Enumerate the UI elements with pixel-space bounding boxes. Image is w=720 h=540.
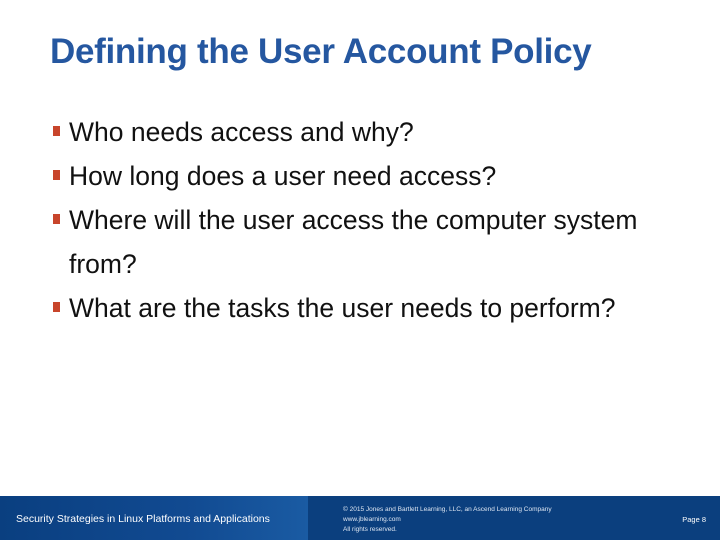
course-title: Security Strategies in Linux Platforms and Applications (16, 513, 270, 525)
bullet-item (50, 286, 690, 330)
bullet-text: Where will the user access the computer system from? (69, 205, 638, 279)
copyright-line: © 2015 Jones and Bartlett Learning, LLC, an Ascend Learning Company (343, 506, 552, 513)
bullet-item (50, 154, 690, 198)
bullet-text: What are the tasks the user needs to perform? (69, 293, 616, 323)
publisher-url: www.jblearning.com (343, 516, 401, 523)
footer-course-panel (0, 496, 308, 540)
bullet-text: How long does a user need access? (69, 161, 497, 191)
rights-line: All rights reserved. (343, 526, 397, 533)
copyright-notice (343, 505, 552, 535)
square-bullet-icon (52, 168, 63, 182)
square-bullet-icon (52, 212, 63, 226)
page-number: Page 8 (682, 515, 706, 524)
bullet-text: Who needs access and why? (69, 117, 414, 147)
bullet-item (50, 110, 690, 154)
square-bullet-icon (52, 300, 63, 314)
slide-title: Defining the User Account Policy (50, 32, 592, 71)
footer-bar (0, 496, 720, 540)
bullet-item (50, 198, 690, 286)
square-bullet-icon (52, 124, 63, 138)
bullet-list (50, 110, 690, 330)
